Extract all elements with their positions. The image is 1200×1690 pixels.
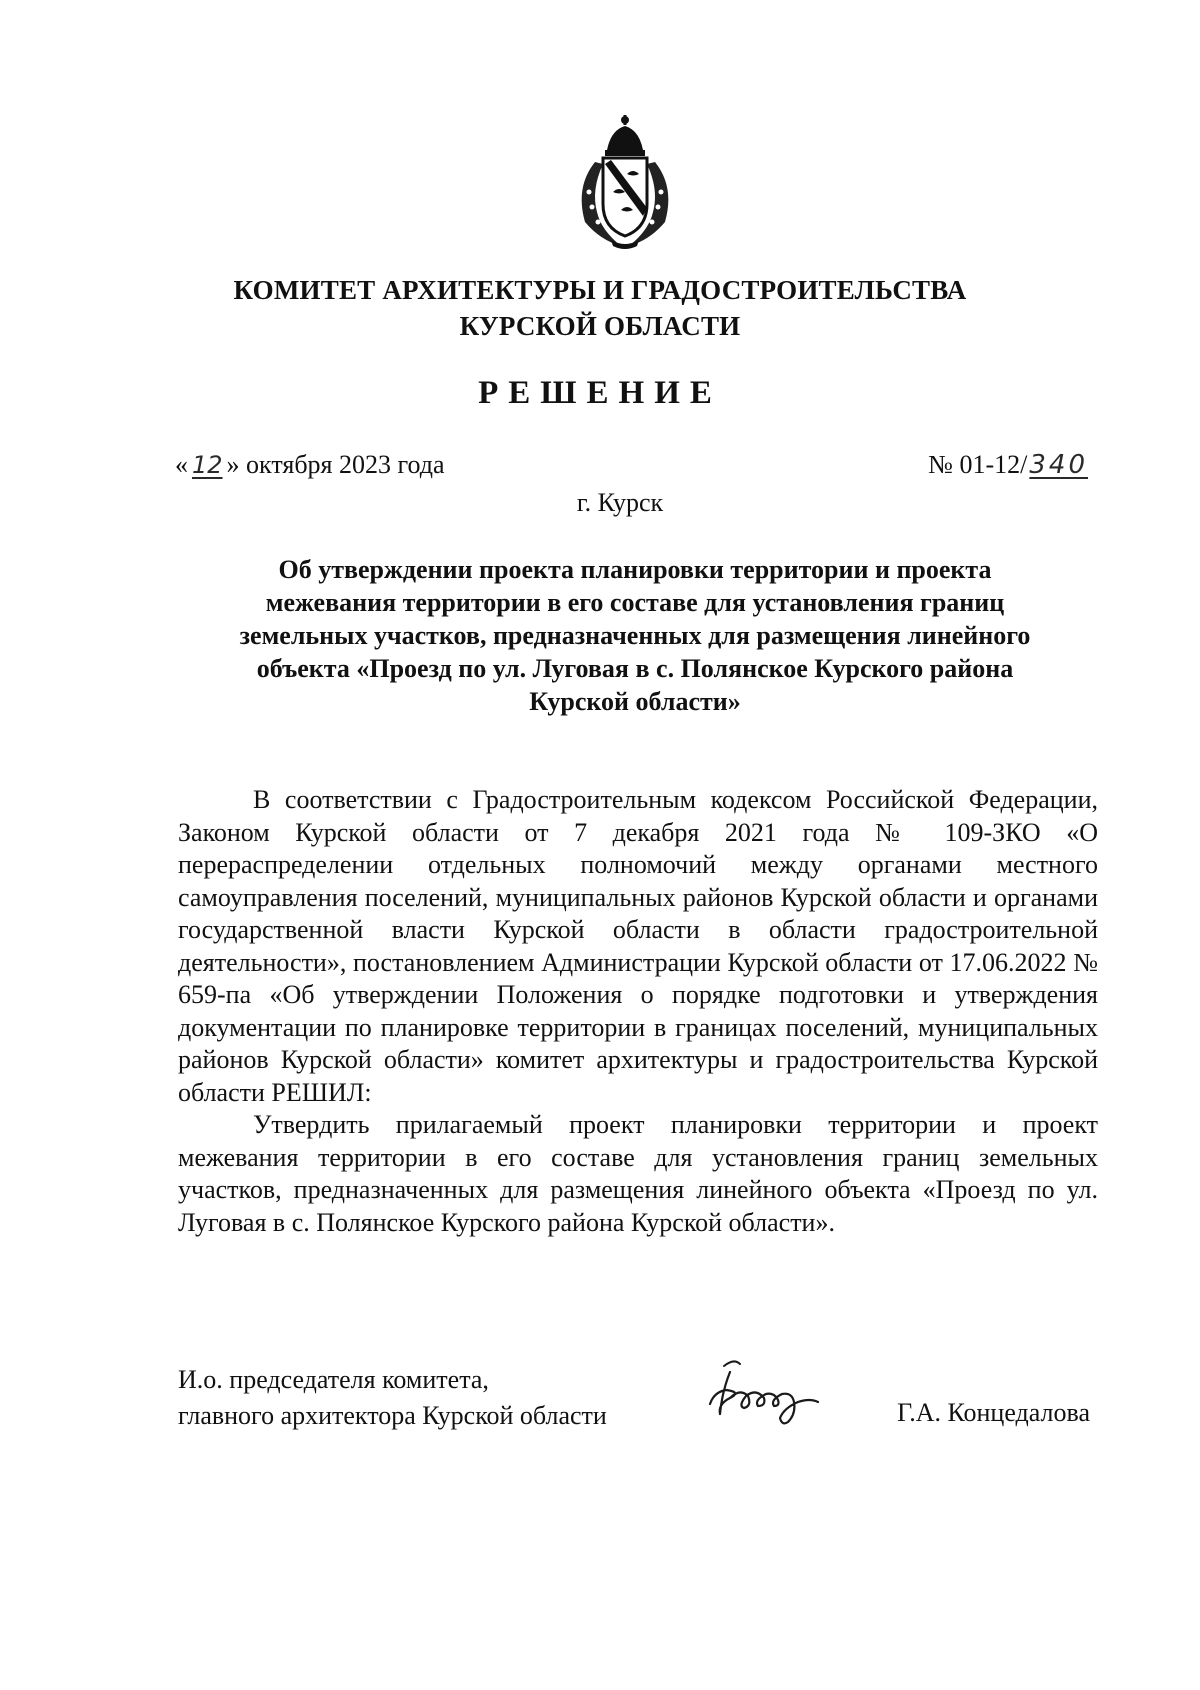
document-number xyxy=(928,450,1088,480)
document-body xyxy=(178,784,1098,1239)
date-day-handwritten: 12 xyxy=(192,451,223,479)
subject-line: межевания территории в его составе для установления границ xyxy=(265,588,1005,617)
date-prefix: « xyxy=(175,450,188,479)
number-handwritten: 340 xyxy=(1029,450,1088,480)
subject-line: объекта «Проезд по ул. Луговая в с. Полянское Курского района xyxy=(256,654,1014,683)
subject-line: земельных участков, предназначенных для размещения линейного xyxy=(239,621,1031,650)
document-date xyxy=(175,450,445,480)
subject-line: Курской области» xyxy=(529,687,741,716)
position-line: главного архитектора Курской области xyxy=(178,1401,607,1430)
organization-name-line1: КОМИТЕТ АРХИТЕКТУРЫ И ГРАДОСТРОИТЕЛЬСТВА xyxy=(233,275,967,305)
organization-name-line2: КУРСКОЙ ОБЛАСТИ xyxy=(459,311,741,341)
number-prefix: № 01-12/ xyxy=(928,450,1028,479)
document-city: г. Курск xyxy=(576,488,664,517)
handwritten-signature xyxy=(700,1352,850,1427)
document-type-title: РЕШЕНИЕ xyxy=(478,375,722,411)
signatory-position xyxy=(178,1362,607,1434)
subject-line: Об утверждении проекта планировки территории и проекта xyxy=(278,555,992,584)
position-line: И.о. председателя комитета, xyxy=(178,1365,489,1394)
body-paragraph-preamble: В соответствии с Градостроительным кодексом Российской Федерации, Законом Курской области от 7 декабря 2021 года № 109-ЗКО «О перераспределении отдельных полномочий между органами местного самоуправления поселений, муниципальных районов Курской области и органами государственной власти Курской области в области градостроительной деятельности», постановлением Администрации Курской области от 17.06.2022 № 659-па «Об утверждении Положения о порядке подготовки и утверждения документации по планировке территории в границах поселений, муниципальных районов Курской области» комитет архитектуры и градостроительства Курской области РЕШИЛ: xyxy=(178,785,1098,1107)
signer-name: Г.А. Концедалова xyxy=(897,1398,1090,1427)
body-paragraph-decision: Утвердить прилагаемый проект планировки территории и проект межевания территории в его составе для установления границ земельных участков, предназначенных для размещения линейного объекта «Проезд по ул. Луговая в с. Полянское Курского района Курской области». xyxy=(178,1110,1098,1237)
date-suffix: » октября 2023 года xyxy=(226,450,445,479)
document-subject xyxy=(175,553,1095,718)
coat-of-arms-icon xyxy=(555,112,695,252)
